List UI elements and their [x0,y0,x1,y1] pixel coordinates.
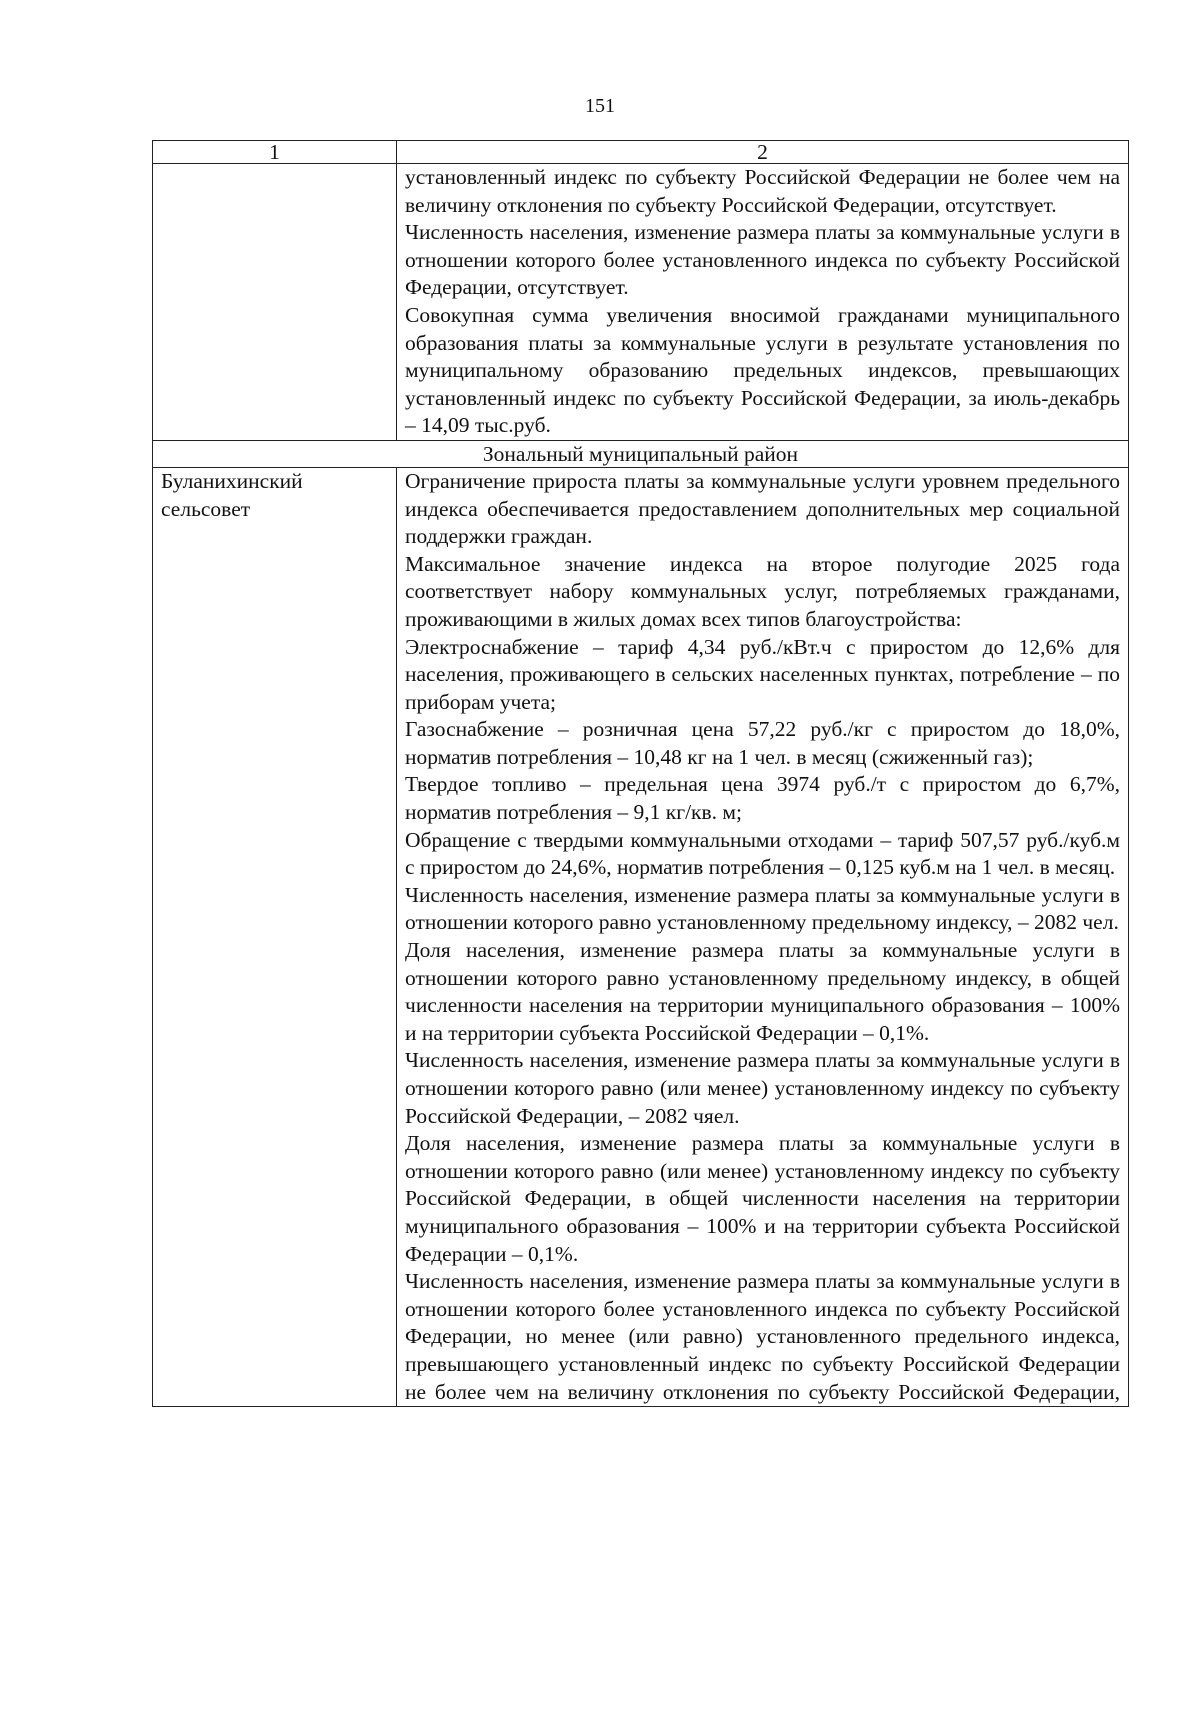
paragraph: Численность населения, изменение размера платы за коммунальные услуги в отношении которого равно (или менее) установленному индексу по субъекту Российской Федерации, – 2082 чяел. [405,1048,1120,1128]
paragraph: Максимальное значение индекса на второе полугодие 2025 года соответствует набору коммунальных услуг, потребляемых гражданами, проживающими в жилых домах всех типов благоустройства: [405,551,1120,631]
paragraph: Доля населения, изменение размера платы за коммунальные услуги в отношении которого равно установленному предельному индексу, в общей численности населения на территории муниципального образования – 100% и на территории субъекта Российской Федерации – 0,1%. [405,938,1120,1045]
paragraph: Совокупная сумма увеличения вносимой гражданами муниципального образования платы за коммунальные услуги в результате установления по муниципальному образованию предельных индексов, превышающих установленный индекс по субъекту Российской Федерации, за июль-декабрь – 14,09 тыс.руб. [405,302,1120,438]
continuation-name-cell [153,164,397,441]
paragraph: Обращение с твердыми коммунальными отходами – тариф 507,57 руб./куб.м с приростом до 24,6%, норматив потребления – 0,125 куб.м на 1 чел. в месяц. [405,827,1120,880]
municipality-text-cell [397,467,1129,1406]
paragraph: Численность населения, изменение размера платы за коммунальные услуги в отношении которого более установленного индекса по субъекту Российской Федерации, отсутствует. [405,220,1120,300]
paragraph: Доля населения, изменение размера платы за коммунальные услуги в отношении которого равно (или менее) установленному индексу по субъекту Российской Федерации, в общей численности населения на территории муниципального образования – 100% и на территории субъекта Российской Федерации – 0,1%. [405,1131,1120,1266]
section-row [153,440,1129,467]
header-col-2: 2 [397,141,1129,164]
tariff-table [152,140,1129,1407]
paragraph: Электроснабжение – тариф 4,34 руб./кВт.ч с приростом до 12,6% для населения, проживающего в сельских населенных пунктах, потребление – по приборам учета; [405,634,1120,714]
paragraph: Численность населения, изменение размера платы за коммунальные услуги в отношении которого более установленного индекса по субъекту Российской Федерации, но менее (или равно) установленного предельного индекса, превышающего установленный индекс по субъекту Российской Федерации не более чем на величину отклонения по субъекту Российской Федерации, [405,1269,1120,1404]
paragraph: установленный индекс по субъекту Российской Федерации не более чем на величину отклонения по субъекту Российской Федерации, отсутствует. [405,165,1120,217]
table-row-continuation [153,164,1129,441]
paragraph: Твердое топливо – предельная цена 3974 руб./т с приростом до 6,7%, норматив потребления – 9,1 кг/кв. м; [405,772,1120,825]
section-title: Зональный муниципальный район [153,440,1129,467]
table-header-row [153,141,1129,164]
paragraph: Газоснабжение – розничная цена 57,22 руб./кг с приростом до 18,0%, норматив потребления – 10,48 кг на 1 чел. в месяц (сжиженный газ); [405,717,1120,769]
municipality-name: Буланихинский сельсовет [153,467,397,1406]
continuation-text-cell [397,164,1129,441]
paragraph: Ограничение прироста платы за коммунальные услуги уровнем предельного индекса обеспечивается предоставлением дополнительных мер социальной поддержки граждан. [405,468,1120,549]
page-number: 151 [585,95,615,117]
header-col-1: 1 [153,141,397,164]
table-row-municipality [153,467,1129,1406]
paragraph: Численность населения, изменение размера платы за коммунальные услуги в отношении которого равно установленному предельному индексу, – 2082 чел. [405,882,1120,935]
